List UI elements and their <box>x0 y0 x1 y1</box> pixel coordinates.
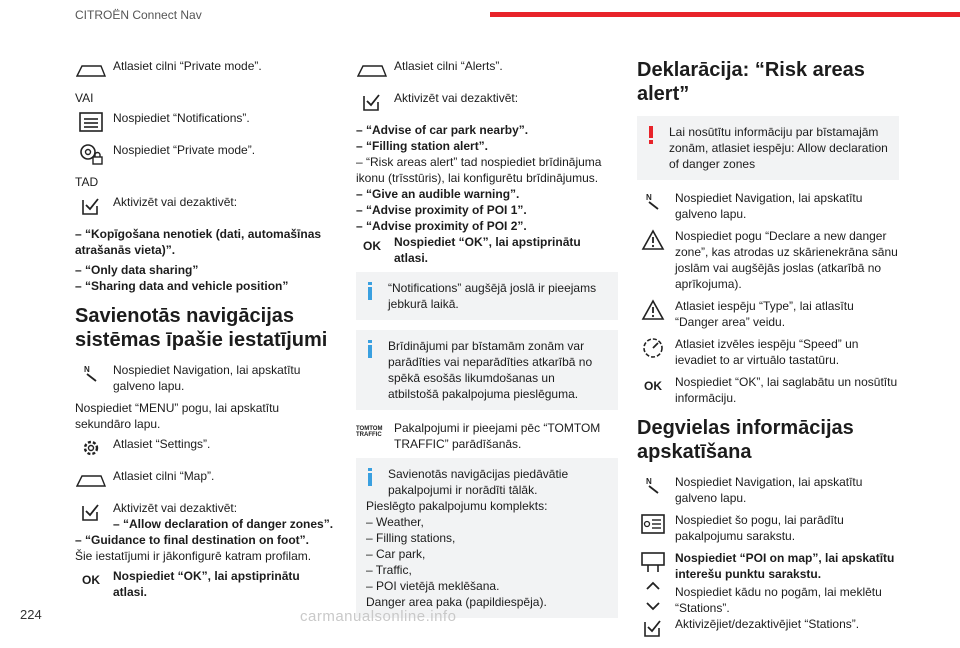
step-text: Nospiediet Navigation, lai apskatītu galveno lapu. <box>113 363 301 393</box>
option-line: – “Risk areas alert” tad nospiediet brīdinājuma ikonu (trīsstūris), lai konfigurētu brīdinājumus. <box>356 155 602 185</box>
checkbox-icon <box>637 616 669 640</box>
section-heading: Deklarācija: “Risk areas alert” <box>637 59 865 105</box>
step-settings <box>75 436 337 462</box>
step-text: Aktivizēt vai dezaktivēt: <box>113 195 238 209</box>
running-header: CITROËN Connect Nav <box>75 8 202 22</box>
step-text: Aktivizēt vai dezaktivēt: <box>113 501 238 515</box>
svg-text:N: N <box>646 477 652 486</box>
step-type <box>637 298 899 330</box>
option-line: – “Advise proximity of POI 2”. <box>356 219 527 233</box>
checkbox-icon <box>75 500 107 524</box>
section-heading: Degvielas informācijas apskatīšana <box>637 417 854 463</box>
option-line: – “Advise proximity of POI 1”. <box>356 203 527 217</box>
step-text: Atlasiet iespēju “Type”, lai atlasītu “Danger area” veidu. <box>675 299 854 329</box>
step-ok <box>356 234 618 266</box>
step-text: Nospiediet Navigation, lai apskatītu galveno lapu. <box>675 475 863 505</box>
ok-icon: OK <box>644 379 662 393</box>
info-icon <box>366 340 374 358</box>
or-label: VAI <box>75 91 94 105</box>
warning-icon <box>647 126 655 144</box>
option-line: – “Filling station alert”. <box>356 139 489 153</box>
info-note <box>356 458 618 618</box>
tab-icon <box>75 58 107 82</box>
step-text: Nospiediet “Private mode”. <box>113 143 256 157</box>
section-heading: Savienotās navigācijas sistēmas īpašie iestatījumi <box>75 305 328 351</box>
step-text: Nospiediet pogu “Declare a new danger zone”, kas atrodas uz skārienekrāna sānu joslām vai augšējās joslas (atkarībā no aprīkojuma). <box>675 229 898 291</box>
paragraph: Šie iestatījumi ir jākonfigurē katram profilam. <box>75 549 312 563</box>
column-2 <box>356 58 618 628</box>
navigation-icon <box>637 474 669 498</box>
gear-icon <box>75 436 107 460</box>
step-text: Pakalpojumi ir pieejami pēc “TOMTOM TRAFFIC” parādīšanās. <box>394 421 601 451</box>
note-text: Lai nosūtītu informāciju par bīstamajām zonām, atlasiet iespēju: Allow declaration of danger zones <box>669 125 888 171</box>
step-text: Atlasiet “Settings”. <box>113 437 211 451</box>
note-text: “Notifications” augšējā joslā ir pieejams jebkurā laikā. <box>388 281 597 311</box>
step-activate <box>356 90 618 116</box>
step-speed <box>637 336 899 368</box>
tab-icon <box>75 468 107 492</box>
note-text: Savienotās navigācijas piedāvātie pakalpojumi ir norādīti tālāk. <box>388 467 569 497</box>
chevron-up-down-icon <box>637 584 669 608</box>
svg-text:N: N <box>84 365 90 374</box>
step-text: Nospiediet šo pogu, lai parādītu pakalpojumu sarakstu. <box>675 513 844 543</box>
step-text: Atlasiet cilni “Map”. <box>113 469 215 483</box>
step-text: Nospiediet kādu no pogām, lai meklētu “Stations”. <box>675 585 882 615</box>
accent-bar <box>490 12 960 17</box>
step-navigation <box>75 362 337 394</box>
step-text: Nospiediet “OK”, lai saglabātu un nosūtītu informāciju. <box>675 375 898 405</box>
notifications-icon <box>75 110 107 134</box>
option-line: – “Only data sharing” <box>75 263 199 277</box>
warning-note <box>637 116 899 180</box>
tab-icon <box>356 58 388 82</box>
page-number: 224 <box>20 607 42 622</box>
checkbox-icon <box>356 90 388 114</box>
column-1 <box>75 58 337 606</box>
step-navigation <box>637 190 899 222</box>
step-ok <box>75 568 337 600</box>
step-text: Nospiediet “OK”, lai apstiprinātu atlasi. <box>394 235 581 265</box>
option-line: – “Kopīgošana nenotiek (dati, automašīnas atrašanās vieta)”. <box>75 227 322 257</box>
ok-icon: OK <box>363 239 381 253</box>
navigation-icon <box>75 362 107 386</box>
step-services <box>637 512 899 544</box>
note-list-item: – POI vietējā meklēšana. <box>366 579 500 593</box>
step-stations <box>637 616 899 642</box>
watermark: carmanualsonline.info <box>300 608 457 625</box>
step-alerts-tab <box>356 58 618 84</box>
info-note <box>356 330 618 410</box>
step-text: Atlasiet izvēles iespēju “Speed” un ievadiet to ar virtuālo tastatūru. <box>675 337 859 367</box>
step-declare <box>637 228 899 292</box>
paragraph: Nospiediet “MENU” pogu, lai apskatītu sekundāro lapu. <box>75 401 280 431</box>
checkbox-icon <box>75 194 107 218</box>
ok-icon: OK <box>82 573 100 587</box>
tomtom-traffic-logo: TOMTOM TRAFFIC <box>356 426 383 438</box>
svg-text:N: N <box>646 193 652 202</box>
option-line: – “Sharing data and vehicle position” <box>75 279 289 293</box>
step-text: Nospiediet Navigation, lai apskatītu galveno lapu. <box>675 191 863 221</box>
warning-triangle-icon <box>637 298 669 322</box>
option-line: – “Advise of car park nearby”. <box>356 123 529 137</box>
navigation-icon <box>637 190 669 214</box>
info-icon <box>366 468 374 486</box>
info-note <box>356 272 618 320</box>
note-text: Danger area paka (papildiespēja). <box>366 595 547 609</box>
speedometer-icon <box>637 336 669 360</box>
private-mode-icon <box>75 142 107 166</box>
services-list-icon <box>637 512 669 536</box>
step-poi <box>637 550 899 582</box>
info-icon <box>366 282 374 300</box>
note-text: Pieslēgto pakalpojumu komplekts: <box>366 499 548 513</box>
step-text: Nospiediet “POI on map”, lai apskatītu interešu punktu sarakstu. <box>675 551 895 581</box>
step-search <box>637 584 899 616</box>
step-private-mode <box>75 142 337 168</box>
note-list-item: – Weather, <box>366 515 424 529</box>
option-line: – “Allow declaration of danger zones”. <box>113 517 334 531</box>
column-3 <box>637 58 899 648</box>
step-navigation <box>637 474 899 506</box>
step-map-tab <box>75 468 337 494</box>
step-ok <box>637 374 899 406</box>
note-list-item: – Filling stations, <box>366 531 456 545</box>
step-notifications <box>75 110 337 136</box>
step-private-mode-tab <box>75 58 337 84</box>
note-list-item: – Car park, <box>366 547 426 561</box>
warning-triangle-icon <box>637 228 669 252</box>
step-text: Atlasiet cilni “Private mode”. <box>113 59 262 73</box>
step-activate <box>75 194 337 220</box>
note-list-item: – Traffic, <box>366 563 412 577</box>
then-label: TAD <box>75 175 99 189</box>
option-line: – “Guidance to final destination on foot”. <box>75 533 309 547</box>
step-text: Nospiediet “Notifications”. <box>113 111 250 125</box>
step-tomtom <box>356 420 618 452</box>
step-text: Nospiediet “OK”, lai apstiprinātu atlasi. <box>113 569 300 599</box>
step-activate-map <box>75 500 337 532</box>
step-text: Aktivizēt vai dezaktivēt: <box>394 91 519 105</box>
poi-map-icon <box>637 550 669 574</box>
step-text: Atlasiet cilni “Alerts”. <box>394 59 503 73</box>
note-text: Brīdinājumi par bīstamām zonām var parādīties vai neparādīties atkarībā no spēkā esošās likumdošanas un atbilstošā pakalpojuma pieslēguma. <box>388 339 593 401</box>
option-line: – “Give an audible warning”. <box>356 187 520 201</box>
step-text: Aktivizējiet/dezaktivējiet “Stations”. <box>675 617 860 631</box>
